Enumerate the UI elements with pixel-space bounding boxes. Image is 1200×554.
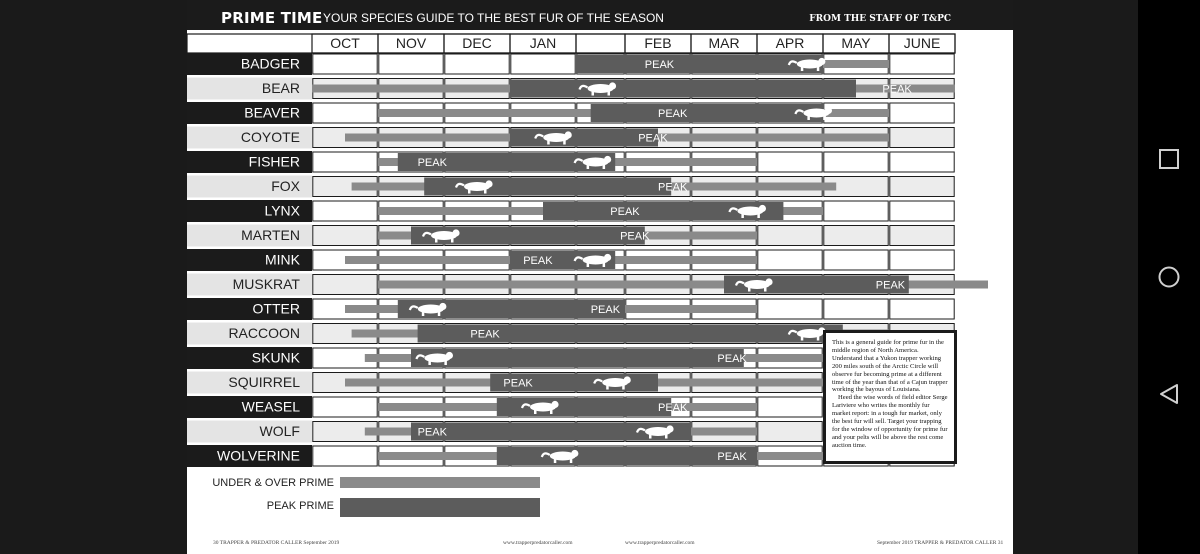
peak-label: PEAK: [523, 255, 553, 267]
peak-label: PEAK: [644, 59, 675, 71]
species-label: WOLVERINE: [217, 447, 300, 464]
species-row: [313, 250, 954, 270]
peak-label: PEAK: [717, 353, 747, 365]
grid-cell: [758, 152, 822, 172]
grid-cell: [313, 446, 377, 466]
month-label: APR: [775, 35, 805, 51]
grid-cell: [890, 299, 954, 319]
species-label: FISHER: [248, 153, 300, 170]
species-row: [313, 128, 954, 148]
month-label: NOV: [395, 35, 427, 51]
month-label: MAR: [708, 35, 740, 51]
species-label: MARTEN: [241, 227, 300, 243]
month-label: FEB: [644, 35, 672, 51]
peak-label: PEAK: [638, 132, 668, 145]
species-label: WOLF: [259, 423, 300, 439]
species-label: RACCOON: [228, 325, 300, 341]
peak-label: PEAK: [590, 304, 621, 316]
peak-label: PEAK: [503, 377, 533, 390]
grid-cell: [890, 128, 954, 148]
peak-range-bar: [510, 129, 658, 147]
home-icon[interactable]: [1158, 266, 1180, 288]
info-paragraph-2: Heed the wise words of field editor Serge Lariviere who writes the monthly fur market report: in a tough fur market, only the best fur will sell. Target your trapping for the window of opportunity for prime fur and your pelts will be above the rest come auction time.: [832, 394, 948, 449]
peak-label: PEAK: [658, 108, 688, 120]
info-paragraph-1: This is a general guide for prime fur in the middle region of North America. Understand that a Yukon trapper working 200 miles south of the Arctic Circle will observe fur becoming prime at a different time of the year than that of a Cajun trapper working the bayous of Louisiana.: [832, 339, 948, 394]
grid-cell: [890, 177, 954, 197]
legend-label: PEAK PRIME: [266, 500, 334, 512]
grid-cell: [758, 226, 822, 246]
peak-range-bar: [411, 349, 744, 367]
grid-cell: [758, 422, 822, 442]
grid-cell: [313, 152, 377, 172]
grid-cell: [890, 103, 954, 123]
species-row: [313, 226, 954, 246]
grid-cell: [890, 226, 954, 246]
species-label: BADGER: [240, 55, 300, 72]
magazine-page: [187, 0, 1013, 554]
grid-cell: [890, 201, 954, 221]
peak-label: PEAK: [875, 279, 906, 292]
species-row: [313, 152, 954, 172]
species-label: OTTER: [252, 300, 300, 317]
species-row: [312, 79, 955, 99]
month-header-row: [187, 34, 955, 53]
grid-cell: [758, 397, 822, 417]
species-label: SKUNK: [251, 349, 300, 366]
species-label: BEAVER: [244, 104, 300, 121]
species-label: WEASEL: [241, 398, 300, 415]
peak-range-bar: [591, 104, 823, 122]
info-box: [823, 330, 957, 464]
grid-cell: [824, 226, 888, 246]
peak-label: PEAK: [610, 206, 640, 218]
peak-label: PEAK: [417, 157, 447, 169]
grid-cell: [313, 201, 377, 221]
grid-cell: [758, 250, 822, 270]
peak-range-bar: [576, 55, 823, 73]
month-label: OCT: [330, 35, 360, 51]
grid-cell: [890, 152, 954, 172]
species-row: [313, 201, 954, 221]
grid-cell: [758, 299, 822, 319]
grid-cell: [824, 250, 888, 270]
footer-url-right: www.trapperpredatorcaller.com: [625, 540, 695, 546]
grid-cell: [824, 152, 888, 172]
month-label: JAN: [529, 35, 557, 51]
peak-label: PEAK: [882, 83, 912, 96]
recents-icon[interactable]: [1158, 148, 1180, 170]
grid-cell: [313, 226, 377, 246]
grid-cell: [890, 250, 954, 270]
grid-cell: [313, 54, 377, 74]
species-label: MINK: [265, 251, 300, 268]
species-label: BEAR: [261, 80, 300, 96]
species-row: [313, 275, 988, 295]
species-label: COYOTE: [240, 129, 300, 145]
species-label: SQUIRREL: [228, 374, 300, 390]
grid-cell: [313, 397, 377, 417]
peak-range-bar: [510, 80, 856, 98]
grid-cell: [511, 54, 575, 74]
page-subtitle: YOUR SPECIES GUIDE TO THE BEST FUR OF THE SEASON: [323, 11, 664, 25]
legend-swatch-prime: [340, 477, 540, 488]
species-row: [313, 177, 954, 197]
page-title: PRIME TIME: [221, 9, 323, 27]
footer-url-left: www.trapperpredatorcaller.com: [503, 540, 573, 546]
grid-cell: [313, 275, 377, 295]
prime-fur-chart: [187, 0, 1013, 554]
peak-label: PEAK: [417, 426, 447, 439]
species-row: [313, 103, 954, 123]
footer-right: September 2019 TRAPPER & PREDATOR CALLER 31: [877, 540, 1004, 546]
species-label: LYNX: [264, 202, 300, 219]
peak-label: PEAK: [717, 451, 747, 463]
species-label: MUSKRAT: [232, 276, 300, 292]
grid-cell: [445, 54, 509, 74]
grid-cell: [824, 201, 888, 221]
peak-label: PEAK: [620, 230, 650, 243]
android-nav-bar: [1138, 0, 1200, 554]
peak-label: PEAK: [658, 181, 688, 194]
back-icon[interactable]: [1158, 383, 1180, 405]
grid-cell: [824, 299, 888, 319]
month-label: MAY: [841, 35, 871, 51]
grid-cell: [890, 54, 954, 74]
species-row: [313, 54, 954, 74]
legend-swatch-peak: [340, 498, 540, 517]
peak-range-bar: [424, 178, 671, 196]
legend-label: UNDER & OVER PRIME: [212, 477, 334, 489]
grid-cell: [379, 54, 443, 74]
month-label: DEC: [462, 35, 492, 51]
species-label: FOX: [271, 178, 300, 194]
staff-credit: FROM THE STAFF OF T&PC: [809, 14, 951, 24]
footer-left: 30 TRAPPER & PREDATOR CALLER September 2019: [213, 540, 340, 546]
peak-label: PEAK: [658, 402, 688, 414]
species-row: [313, 299, 954, 319]
month-label: JUNE: [903, 35, 941, 51]
peak-label: PEAK: [470, 328, 500, 341]
grid-cell: [313, 103, 377, 123]
